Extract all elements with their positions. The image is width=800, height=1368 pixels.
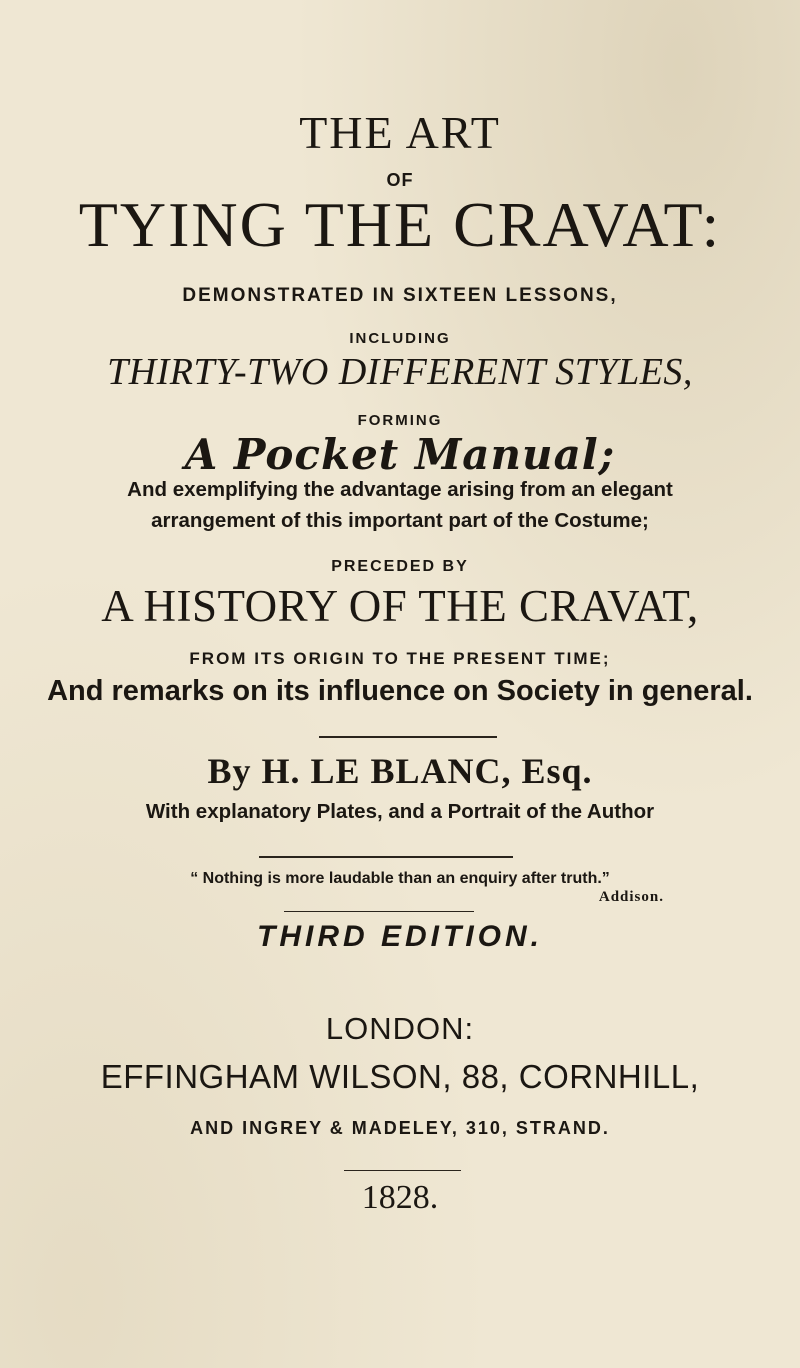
publication-year: 1828. bbox=[361, 1179, 439, 1216]
subtitle-forming: FORMING bbox=[357, 412, 443, 429]
divider-rule bbox=[284, 911, 474, 912]
main-title: TYING THE CRAVAT: bbox=[78, 189, 722, 260]
subtitle-pocket-manual: A Pocket Manual; bbox=[184, 430, 616, 479]
epigraph-quote: “ Nothing is more laudable than an enquiry after truth.” bbox=[190, 870, 610, 887]
author-line: By H. LE BLANC, Esq. bbox=[207, 751, 593, 791]
subtitle-including: INCLUDING bbox=[349, 330, 451, 347]
subtitle-remarks: And remarks on its influence on Society in general. bbox=[47, 675, 753, 707]
subtitle-thirty-two-styles: THIRTY-TWO DIFFERENT STYLES, bbox=[107, 351, 693, 393]
title-the-art: THE ART bbox=[299, 107, 501, 158]
description-line-1: And exemplifying the advantage arising from an elegant bbox=[127, 478, 673, 501]
plates-line: With explanatory Plates, and a Portrait of the Author bbox=[145, 800, 655, 823]
subtitle-demonstrated: DEMONSTRATED IN SIXTEEN LESSONS, bbox=[182, 285, 618, 306]
divider-rule bbox=[259, 856, 513, 858]
epigraph-attribution: Addison. bbox=[598, 889, 664, 905]
subtitle-history: A HISTORY OF THE CRAVAT, bbox=[101, 581, 699, 631]
subtitle-preceded-by: PRECEDED BY bbox=[331, 558, 469, 575]
description-line-2: arrangement of this important part of the Costume; bbox=[151, 509, 649, 532]
imprint-city: LONDON: bbox=[325, 1011, 475, 1046]
divider-rule bbox=[344, 1170, 461, 1171]
divider-rule bbox=[319, 736, 497, 738]
title-of: OF bbox=[386, 170, 414, 190]
subtitle-from-origin: FROM ITS ORIGIN TO THE PRESENT TIME; bbox=[189, 649, 611, 668]
imprint-publisher-1: EFFINGHAM WILSON, 88, CORNHILL, bbox=[100, 1058, 700, 1095]
edition-line: THIRD EDITION. bbox=[257, 920, 543, 953]
imprint-publisher-2: AND INGREY & MADELEY, 310, STRAND. bbox=[190, 1118, 610, 1138]
